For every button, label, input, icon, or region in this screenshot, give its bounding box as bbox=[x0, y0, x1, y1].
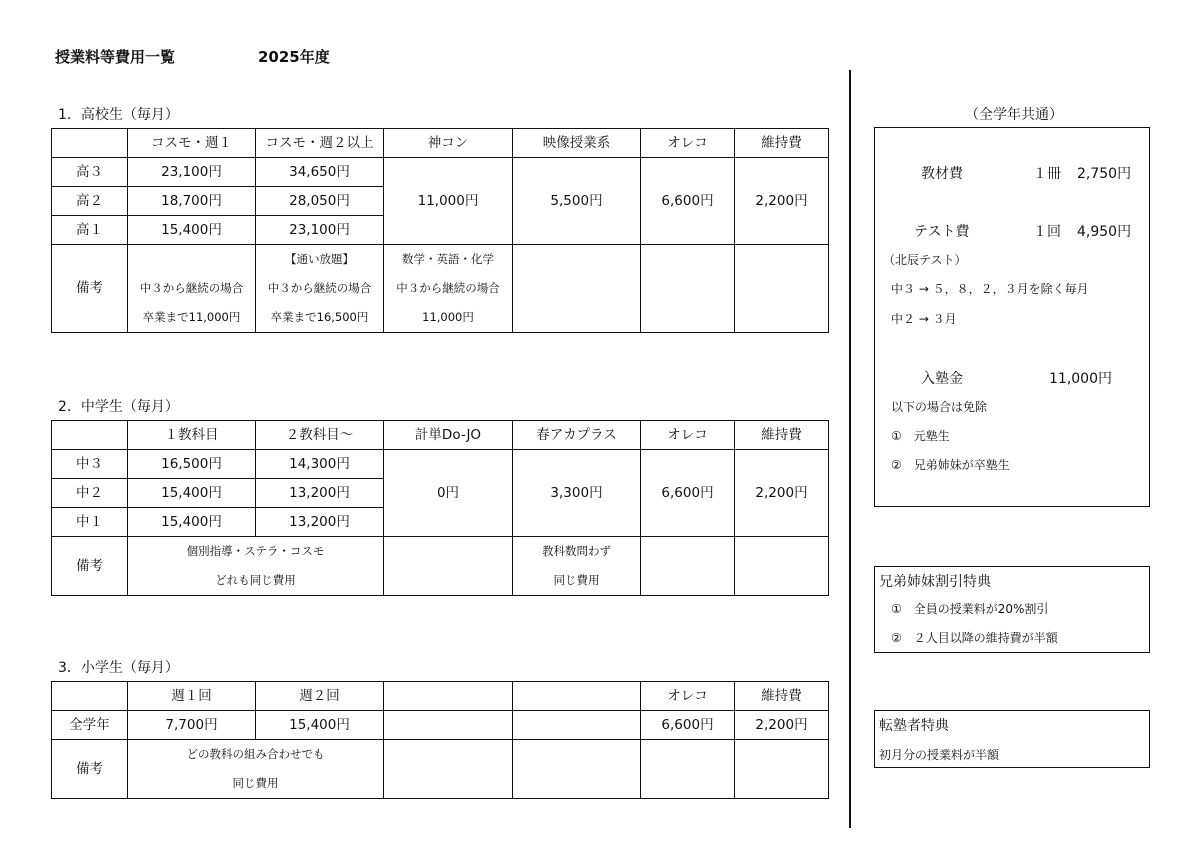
grade-cell: 中３ bbox=[52, 450, 128, 479]
header-cell bbox=[384, 682, 513, 711]
header-cell: ２教科目～ bbox=[256, 421, 384, 450]
kamikon-price: 11,000円 bbox=[384, 158, 513, 245]
note-line: 数学・英語・化学 bbox=[402, 252, 494, 266]
empty-cell bbox=[513, 245, 641, 333]
price-cell: 14,300円 bbox=[256, 450, 384, 479]
transfer-student-title: 転塾者特典 bbox=[879, 718, 949, 734]
table-header-row bbox=[52, 129, 829, 158]
notes-row bbox=[52, 537, 829, 596]
keitan-dojo-price: 0円 bbox=[384, 450, 513, 537]
high-school-section-label: 1．高校生（毎月） bbox=[58, 107, 179, 123]
header-cell: 春アカプラス bbox=[513, 421, 641, 450]
note-line: 中３から継続の場合 bbox=[267, 281, 372, 295]
note-line: 中３から継続の場合 bbox=[396, 281, 500, 295]
empty-cell bbox=[641, 245, 735, 333]
empty-cell bbox=[735, 537, 829, 596]
note-cell bbox=[128, 740, 384, 799]
table-row bbox=[52, 158, 829, 187]
price-cell: 13,200円 bbox=[256, 508, 384, 537]
note-line: 個別指導・ステラ・コスモ bbox=[186, 544, 325, 558]
header-cell: オレコ bbox=[641, 421, 735, 450]
grade-cell: 高３ bbox=[52, 158, 128, 187]
exemption-intro: 以下の場合は免除 bbox=[891, 400, 988, 414]
price-cell: 23,100円 bbox=[128, 158, 256, 187]
table-header-row bbox=[52, 421, 829, 450]
common-fees-heading: （全学年共通） bbox=[965, 107, 1063, 123]
table-header-row bbox=[52, 682, 829, 711]
header-cell: 映像授業系 bbox=[513, 129, 641, 158]
note-cell bbox=[384, 245, 513, 333]
transfer-student-item: 初月分の授業料が半額 bbox=[879, 748, 1000, 762]
note-line: 中３から継続の場合 bbox=[139, 281, 244, 295]
maintenance-fee: 2,200円 bbox=[735, 711, 829, 740]
sibling-discount-title: 兄弟姉妹割引特典 bbox=[879, 574, 991, 590]
fiscal-year: 2025年度 bbox=[258, 48, 330, 66]
note-cell bbox=[128, 245, 256, 333]
empty-cell bbox=[735, 740, 829, 799]
note-cell bbox=[513, 537, 641, 596]
test-schedule-line: 中３ → ５，８，２，３月を除く毎月 bbox=[891, 282, 1089, 296]
table-row bbox=[52, 450, 829, 479]
price-cell: 7,700円 bbox=[128, 711, 256, 740]
oreko-price: 6,600円 bbox=[641, 450, 735, 537]
price-cell bbox=[513, 711, 641, 740]
notes-label: 備考 bbox=[52, 245, 128, 333]
header-cell: 週２回 bbox=[256, 682, 384, 711]
entry-fee-label: 入塾金 bbox=[921, 371, 963, 387]
test-fee-price: 4,950円 bbox=[1077, 224, 1132, 240]
empty-cell bbox=[641, 537, 735, 596]
header-cell: 維持費 bbox=[735, 129, 829, 158]
sibling-discount-box bbox=[874, 566, 1150, 653]
price-cell: 18,700円 bbox=[128, 187, 256, 216]
maintenance-fee: 2,200円 bbox=[735, 450, 829, 537]
price-cell: 15,400円 bbox=[128, 479, 256, 508]
note-cell bbox=[128, 537, 384, 596]
grade-cell: 中２ bbox=[52, 479, 128, 508]
notes-label: 備考 bbox=[52, 537, 128, 596]
common-fees-box bbox=[874, 127, 1150, 507]
empty-cell bbox=[513, 740, 641, 799]
header-cell: １教科目 bbox=[128, 421, 256, 450]
test-fee-note: （北辰テスト） bbox=[883, 253, 967, 267]
elementary-fee-table bbox=[51, 681, 829, 799]
sibling-discount-item: ② ２人目以降の維持費が半額 bbox=[891, 631, 1058, 645]
header-cell: オレコ bbox=[641, 682, 735, 711]
notes-label: 備考 bbox=[52, 740, 128, 799]
price-cell: 13,200円 bbox=[256, 479, 384, 508]
test-schedule-line: 中２ → ３月 bbox=[891, 312, 957, 326]
grade-cell: 全学年 bbox=[52, 711, 128, 740]
note-line: 【通い放題】 bbox=[285, 252, 354, 266]
price-cell bbox=[384, 711, 513, 740]
note-line: 11,000円 bbox=[422, 310, 474, 324]
note-cell bbox=[256, 245, 384, 333]
note-line: どれも同じ費用 bbox=[215, 573, 296, 587]
elementary-section-label: 3．小学生（毎月） bbox=[58, 660, 179, 676]
test-fee-label: テスト費 bbox=[914, 224, 970, 240]
haruaka-plus-price: 3,300円 bbox=[513, 450, 641, 537]
header-cell bbox=[52, 129, 128, 158]
price-cell: 28,050円 bbox=[256, 187, 384, 216]
header-cell: コスモ・週２以上 bbox=[256, 129, 384, 158]
transfer-student-box bbox=[874, 710, 1150, 768]
price-cell: 16,500円 bbox=[128, 450, 256, 479]
header-cell: オレコ bbox=[641, 129, 735, 158]
header-cell bbox=[52, 682, 128, 711]
empty-cell bbox=[641, 740, 735, 799]
price-cell: 15,400円 bbox=[128, 508, 256, 537]
header-cell: 維持費 bbox=[735, 682, 829, 711]
junior-high-fee-table bbox=[51, 420, 829, 596]
junior-high-section-label: 2．中学生（毎月） bbox=[58, 399, 179, 415]
maintenance-fee: 2,200円 bbox=[735, 158, 829, 245]
note-line: どの教科の組み合わせでも bbox=[186, 747, 325, 761]
oreko-price: 6,600円 bbox=[641, 711, 735, 740]
header-cell: 神コン bbox=[384, 129, 513, 158]
header-cell: 計単Do-JO bbox=[384, 421, 513, 450]
note-line: 同じ費用 bbox=[553, 573, 600, 587]
oreko-price: 6,600円 bbox=[641, 158, 735, 245]
price-cell: 15,400円 bbox=[128, 216, 256, 245]
grade-cell: 高２ bbox=[52, 187, 128, 216]
header-cell: コスモ・週１ bbox=[128, 129, 256, 158]
price-cell: 15,400円 bbox=[256, 711, 384, 740]
note-line: 教科数問わず bbox=[542, 544, 611, 558]
empty-cell bbox=[735, 245, 829, 333]
note-line: 卒業まで16,500円 bbox=[270, 310, 369, 324]
entry-fee-price: 11,000円 bbox=[1049, 371, 1112, 387]
header-cell: 維持費 bbox=[735, 421, 829, 450]
price-cell: 23,100円 bbox=[256, 216, 384, 245]
note-line: 同じ費用 bbox=[232, 776, 279, 790]
exemption-item: ② 兄弟姉妹が卒塾生 bbox=[891, 458, 1010, 472]
material-fee-unit: １冊 bbox=[1033, 166, 1061, 182]
high-school-fee-table bbox=[51, 128, 829, 333]
empty-cell bbox=[384, 537, 513, 596]
table-row bbox=[52, 711, 829, 740]
exemption-item: ① 元塾生 bbox=[891, 429, 950, 443]
header-cell: 週１回 bbox=[128, 682, 256, 711]
column-divider bbox=[849, 70, 851, 828]
notes-row bbox=[52, 740, 829, 799]
notes-row bbox=[52, 245, 829, 333]
note-line: 卒業まで11,000円 bbox=[142, 310, 241, 324]
grade-cell: 高１ bbox=[52, 216, 128, 245]
header-cell bbox=[52, 421, 128, 450]
header-cell bbox=[513, 682, 641, 711]
test-fee-unit: １回 bbox=[1033, 224, 1061, 240]
page-title: 授業料等費用一覧 bbox=[55, 48, 176, 66]
sibling-discount-item: ① 全員の授業料が20%割引 bbox=[891, 602, 1049, 616]
price-cell: 34,650円 bbox=[256, 158, 384, 187]
material-fee-label: 教材費 bbox=[921, 166, 963, 182]
empty-cell bbox=[384, 740, 513, 799]
material-fee-price: 2,750円 bbox=[1077, 166, 1132, 182]
video-class-price: 5,500円 bbox=[513, 158, 641, 245]
grade-cell: 中１ bbox=[52, 508, 128, 537]
